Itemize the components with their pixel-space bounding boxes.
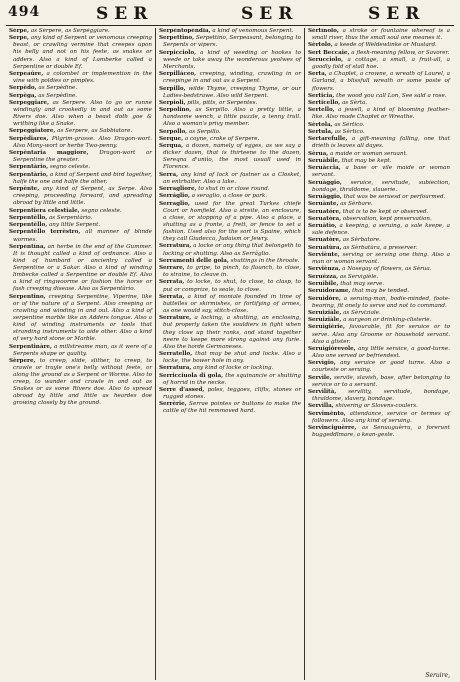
entry-headword: Serpioli,	[159, 99, 186, 106]
entry-definition: any kind of locke or locking.	[193, 365, 274, 372]
entry-definition: to locke, to shut, to close, to clasp, to put or comprize, to seale, to close.	[163, 279, 301, 293]
entry-definition: a millstreame man, as it were of a Serpents shape or quality.	[13, 343, 153, 357]
entry-definition: Serrae pointes or buttons to make the cattle of the hit remmoved hard.	[163, 401, 301, 415]
entry-headword: Serpèntopèndia,	[159, 28, 211, 34]
entry-definition: a kind of Serpent and bird together, halfe the one and halfe the other.	[13, 171, 153, 185]
entry-definition: a locking, a shutting, an enclosing, but properly taken the souldiers in fight when they close up their ranks, and stand together neere to keepe more strong against any furie. Also the horde Germaneses.	[163, 315, 301, 350]
entry-definition: to gripe, to pinch, to flaunch, to close, to straine, to cleave in.	[163, 265, 301, 279]
dictionary-entry	[159, 373, 301, 387]
entry-definition: shivering or Slovens-coulers.	[335, 403, 418, 410]
dictionary-entry	[159, 387, 301, 401]
dictionary-entry	[308, 28, 450, 42]
entry-headword: Serpèga,	[9, 92, 37, 99]
entry-headword: Servìlità,	[308, 389, 337, 396]
dictionary-entry	[159, 401, 301, 415]
dictionary-entry	[159, 28, 301, 35]
entry-headword: Serque,	[159, 135, 184, 142]
entry-headword: Seruatòra,	[308, 215, 342, 222]
dictionary-entry	[308, 252, 450, 266]
entry-definition: serving or serving one thing. Also a man or woman servant.	[312, 252, 450, 266]
entry-definition: a keeping, a seruing, a sale keepe, a sale defence.	[312, 223, 450, 237]
entry-definition: as Sèrviziale.	[343, 309, 381, 316]
entry-headword: Serpèntaria maggiore,	[9, 150, 89, 157]
dictionary-entry	[9, 93, 152, 100]
entry-headword: Serpènte,	[9, 186, 40, 193]
entry-definition: a kind of venomous Serpent.	[212, 28, 294, 34]
entry-definition: that was be seruesd or perfourmed.	[343, 193, 446, 200]
entry-headword: Seruàggio,	[308, 179, 342, 186]
dictionary-entry	[308, 324, 450, 345]
entry-headword: Sertula,	[308, 129, 333, 135]
entry-definition: any little seruice, a good-turne. Also one served or befriendest.	[312, 345, 450, 360]
entry-definition: wilde Thyme, creeping Thyme, or our Ladies-bedstrawe. Also wild Serpent.	[163, 85, 301, 99]
entry-definition: Dragon-wort or Serpentine the greater.	[13, 150, 152, 164]
entry-headword: Sèrpere,	[9, 357, 36, 364]
entry-headword: Serra,	[159, 171, 179, 178]
dictionary-entry	[308, 403, 450, 410]
dictionary-entry	[159, 243, 301, 257]
entry-definition: a surgeon or drinking-clisterie.	[343, 317, 432, 324]
entry-headword: Serrature,	[159, 315, 192, 322]
entry-definition: any kind of Serpent, as Serpe. Also creeping, proceeding forward, and spreading abroad by little and little.	[13, 186, 152, 207]
dictionary-entry	[308, 375, 450, 389]
dictionary-entry	[159, 86, 301, 100]
dictionary-entry	[308, 136, 450, 150]
entry-headword: Serpillo,	[159, 85, 186, 92]
entry-headword: Serre d'assed,	[159, 387, 205, 393]
entry-headword: Seruiziàle,	[308, 309, 342, 316]
entry-definition: that may be tended.	[352, 288, 410, 295]
dictionary-entry	[9, 71, 152, 85]
entry-definition: as Servigièle.	[339, 273, 379, 280]
entry-definition: that may be shut and locke. Also a locke, the bower hole in any.	[163, 350, 301, 365]
entry-headword: Serratura,	[159, 365, 192, 372]
entry-definition: as Serpentàrio.	[48, 214, 93, 221]
entry-definition: that is to be kept or observed.	[342, 208, 429, 215]
entry-headword: Serramenti delle gola,	[159, 257, 229, 264]
running-headword-left: SER	[96, 4, 154, 24]
dictionary-entry	[9, 28, 152, 35]
entry-definition: as Serpere. Also to go or runne windingly and crookedly in and out as some Rivers doe. Also when a beast doth goe & writhing like a Snake.	[13, 99, 152, 128]
entry-definition: a kind of weeding or hookes to weede or take away the wonderous yeolwes of Merchants.	[163, 49, 301, 70]
entry-definition: servile, slavish, base, after belonging to service or to a servant.	[312, 374, 450, 388]
entry-headword: Serrata,	[159, 293, 185, 300]
page-number: 494	[8, 4, 41, 20]
entry-definition: favourable, fit for seruice or to serve. Also any Groome or household servant. Also a glister.	[312, 324, 450, 345]
entry-definition: servility, servitude, bondage, thraldome, slavery, bondage.	[312, 389, 450, 403]
dictionary-entry	[308, 425, 450, 439]
dictionary-entry	[159, 50, 301, 71]
entry-definition: as Sèrtico.	[334, 129, 365, 135]
entry-headword: Serpeaúre,	[9, 70, 44, 77]
entry-headword: Servìle,	[308, 374, 332, 381]
entry-definition: a maide or woman seruant.	[329, 150, 408, 157]
dictionary-entry	[159, 136, 301, 143]
entry-definition: creeping, winding, crawling in or creepinge in and out as a Serpent.	[163, 71, 301, 85]
entry-headword: Serta,	[308, 71, 327, 78]
entry-headword: Serviènza,	[308, 266, 341, 273]
entry-headword: Serráglio,	[159, 193, 190, 200]
dictionary-entry	[159, 129, 301, 136]
entry-headword: Serpentàrio,	[9, 164, 49, 171]
dictionary-entry	[9, 128, 152, 135]
dictionary-entry	[308, 237, 450, 244]
entry-headword: Seruìbile,	[308, 280, 339, 287]
dictionary-entry	[308, 158, 450, 165]
entry-headword: Serratello,	[159, 350, 193, 357]
dictionary-entry	[9, 186, 152, 207]
entry-definition: segno celeste.	[81, 207, 122, 214]
entry-definition: observation, kept preservation.	[342, 215, 432, 222]
entry-definition: any seruice or good turne. Also a courteste or seruing.	[312, 360, 451, 374]
entry-headword: Serpollo,	[159, 128, 188, 135]
dictionary-entry	[308, 201, 450, 208]
entry-headword: Servìgio,	[308, 360, 336, 367]
entry-headword: Serticia,	[308, 92, 335, 99]
entry-headword: Serucciolo,	[308, 56, 344, 63]
dictionary-entry	[308, 296, 450, 310]
entry-definition: used for the great Turkes chiefe Court or homfield. Also a streite, an enclosure, a close, or stopping of a pipe. Also a place, a shutting as a fronte, a frett, or fence to set a fashion. Used also for the sort is Spaine, which they call Giudecca, Judaism or Jewry.	[163, 200, 301, 243]
entry-headword: Serpilláceo,	[159, 71, 197, 78]
column-left	[6, 28, 155, 680]
catchword: Seruire,	[425, 672, 450, 679]
dictionary-entry	[159, 351, 301, 365]
entry-definition: as Sèrpere, as Serpèggiare.	[30, 28, 110, 34]
entry-definition: to shut in or close round.	[198, 186, 270, 193]
entry-definition: a base or vile maide or woman servant.	[312, 165, 451, 179]
dictionary-entry	[308, 71, 450, 92]
entry-definition: a locke or any thing that belongeth to locking or shutting. Also as Serrâglio.	[163, 243, 301, 257]
dictionary-entry	[9, 85, 152, 92]
entry-definition: segno celeste.	[49, 164, 91, 171]
entry-headword: Serpentína,	[9, 243, 46, 250]
entry-definition: as Serpèdine.	[38, 85, 78, 92]
entry-definition: any kind of Serpent or venomous creeping beast, or crawling vermine that creepes upon his belly and not on his feete, as snakes or adders. Also a kind of Lamberke called a Serpentine or double Ef.	[13, 35, 153, 70]
dictionary-entry	[159, 265, 301, 279]
entry-headword: Seruìgièrie,	[308, 324, 345, 331]
entry-definition: a keede of Weldewlinke or Mustard.	[334, 42, 437, 49]
entry-headword: Seruàggio,	[308, 193, 342, 200]
entry-headword: Sert Beccaie,	[308, 49, 350, 56]
entry-headword: Serpolino,	[159, 107, 192, 114]
running-headword-right: SER	[368, 4, 426, 24]
entry-headword: Seruiziàle,	[308, 317, 342, 324]
entry-definition: a seraglio, a close or park.	[191, 193, 268, 200]
entry-definition: as Sèrbatùra, a preserver.	[343, 244, 418, 251]
entry-headword: Seruàbile,	[308, 157, 340, 164]
entry-definition: as Senuuguèrra, a forerunt buggeddlmare, a kean-geste.	[312, 425, 450, 439]
dictionary-entry	[308, 122, 450, 129]
dictionary-entry	[9, 136, 152, 150]
entry-headword: Sèrpe,	[9, 28, 29, 34]
dictionary-entry	[9, 244, 152, 294]
entry-headword: Seruìdorame,	[308, 288, 351, 295]
dictionary-entry	[159, 193, 301, 200]
dictionary-entry	[308, 100, 450, 107]
entry-headword: Serrare,	[159, 265, 185, 272]
dictionary-entry	[308, 165, 450, 179]
dictionary-entry	[9, 100, 152, 128]
entry-definition: to creep, slide, slither, to creep, to crawle or trayle one's belly without feete, or along the ground as a Serpent or Worme. Also to creep, to wander and crawle in and out as Snakes or as some Rivers doe. Also to spread abroad by little and little as heardes doe growing closely by the ground.	[13, 357, 152, 407]
entry-definition: as Serpere, as Sabbiatore.	[57, 128, 133, 135]
dictionary-entry	[159, 258, 301, 265]
entry-definition: a colombel or implemention in the vine with poldies or pimples.	[13, 70, 152, 85]
entry-headword: Sèrtola,	[308, 121, 333, 128]
entry-headword: Seruàtìo,	[308, 223, 337, 230]
entry-definition: any little Serpent.	[48, 222, 101, 229]
running-headword-center: SER	[241, 4, 299, 24]
entry-definition: a jewell, a kind of blooming feather-like. Also made Chaplet or Wreathe.	[312, 107, 450, 121]
entry-definition: the wood you call Lon, See sald a rose.	[336, 92, 447, 99]
entry-headword: Serpèdo,	[9, 85, 37, 92]
entry-headword: Seruatùra,	[308, 244, 342, 251]
entry-definition: an herbe in the end of the Gummer. It is thought called a kind of ordnance. Also a kind of humbard or ancientry called a Serpentine or a Sakar. Also a kind of winding limbecke called a Serpentine or double Ef. Also a kind of ringwoorme or fashion the horse or fash creeping disease. Also as Serpentàrio.	[13, 243, 152, 293]
entry-headword: Serragliore,	[159, 186, 197, 193]
entry-headword: Sertarefulle,	[308, 136, 348, 143]
header-rule	[6, 25, 454, 26]
entry-headword: Servìlla,	[308, 403, 334, 410]
entry-headword: Servinciguèrre,	[308, 425, 357, 432]
entry-headword: Servimènto,	[308, 410, 346, 417]
dictionary-entry	[308, 209, 450, 216]
entry-definition: creeping Serpentine, Viperine, like or of the nature of a Serpent. Also creeping or crawling and winding in and out. Also a kind of serpentine marble like an Adders tongue. Also a kind of winding instruments or tools that stranding instruments to aide other. Also a kind of very hard stone or Marble.	[13, 293, 152, 343]
entry-definition: a dozen, namely of egges, as we say a dicker dozen, that is thirteene to the dozen, Sereqna d'uniìo, the most usuall used in Florence.	[163, 143, 301, 171]
dictionary-entry	[159, 35, 301, 49]
entry-definition: a stroke or fountaine whereof is a small river, thus the small soul one meanes it.	[312, 28, 451, 42]
entry-definition: a gift-meaning falling, one that drieth is leaves all dayes.	[312, 136, 451, 150]
dictionary-entry	[308, 151, 450, 158]
dictionary-entry	[9, 172, 152, 186]
dictionary-entry	[308, 223, 450, 237]
entry-definition: any kind of lock or fastner as a Closket, an entrhalter. Also a lake.	[163, 171, 302, 185]
entry-headword: Seruézza,	[308, 273, 339, 280]
dictionary-entry	[308, 288, 450, 295]
dictionary-entry	[9, 358, 152, 408]
entry-headword: Serpettino,	[159, 35, 195, 42]
entry-definition: as Sèrbatore.	[342, 237, 381, 244]
entry-headword: Serqua,	[159, 143, 184, 150]
dictionary-entry	[159, 365, 301, 372]
dictionary-entry	[159, 201, 301, 244]
dictionary-entry	[308, 50, 450, 57]
dictionary-entry	[9, 150, 152, 164]
entry-definition: as Sèrta.	[341, 100, 368, 107]
entry-definition: all manner of blinde wormes.	[13, 229, 152, 243]
dictionary-columns	[6, 28, 454, 680]
dictionary-entry	[308, 245, 450, 252]
dictionary-entry	[308, 266, 450, 273]
entry-headword: Serrata,	[159, 279, 185, 286]
dictionary-entry	[308, 360, 450, 374]
column-right	[304, 28, 453, 680]
entry-headword: Serpentiera celestiale,	[9, 207, 80, 214]
entry-definition: a flesh-meaning fellow, or Savorer.	[351, 49, 450, 56]
entry-headword: Serratura,	[159, 243, 192, 250]
entry-headword: Serticello,	[308, 100, 341, 107]
entry-definition: that may be kept.	[341, 157, 392, 164]
entry-definition: Pilgrim-grasse. Also Dragon-wort. Also Mony-wort or herbe Two-penny.	[13, 135, 152, 149]
dictionary-entry	[308, 180, 450, 194]
entry-definition: as Serpèdine.	[38, 92, 78, 99]
entry-headword: Serpe,	[9, 35, 29, 42]
entry-headword: Serpentàrio,	[9, 171, 49, 178]
entry-definition: a Chaplet, a crowne, a wreath of Laurel, a Garland, a blissfull wreath or some poste of flowers.	[312, 71, 450, 92]
entry-headword: Serricciuola di gola,	[159, 372, 224, 379]
entry-headword: Seruànte,	[308, 201, 339, 208]
dictionary-entry	[159, 107, 301, 128]
dictionary-entry	[308, 93, 450, 100]
dictionary-entry	[159, 294, 301, 315]
entry-definition: as Serpillo.	[188, 128, 221, 135]
entry-definition: a Nosegay of flowers, as Sèrua.	[342, 266, 432, 273]
entry-definition: that may serve.	[340, 280, 385, 287]
entry-headword: Serraglio,	[159, 200, 190, 207]
entry-definition: as Sèrbare.	[340, 201, 373, 208]
dictionary-entry	[308, 194, 450, 201]
entry-headword: Serpicciolo,	[159, 49, 197, 56]
dictionary-entry	[9, 164, 152, 171]
entry-headword: Serpentèllo terrèstro,	[9, 229, 81, 236]
entry-headword: Sertello,	[308, 107, 335, 114]
entry-headword: Serpentino,	[9, 293, 46, 300]
entry-definition: pills, pitts, or Serpentes.	[187, 99, 258, 106]
entry-definition: seruice, servitude, subiection, bondage, thraldome, slauerie.	[312, 179, 451, 193]
dictionary-entry	[308, 411, 450, 425]
dictionary-entry	[9, 294, 152, 344]
entry-headword: Serpèdiares,	[9, 135, 49, 142]
dictionary-entry	[9, 208, 152, 215]
dictionary-entry	[308, 281, 450, 288]
column-middle	[155, 28, 304, 680]
entry-headword: Serpentèllo,	[9, 222, 48, 229]
dictionary-entry	[9, 215, 152, 222]
entry-definition: the squinancie or shutting of horrid in the necke.	[163, 372, 302, 386]
entry-definition: poles, teggoes, clifts, stones or rugged stones.	[163, 387, 302, 401]
entry-headword: Serpentinàre,	[9, 343, 52, 350]
dictionary-entry	[308, 42, 450, 49]
entry-headword: Seruatóre,	[308, 208, 342, 215]
dictionary-entry	[159, 315, 301, 350]
entry-definition: a kind of moniale founded in time of battelles or skirmishes, or fortifying of armes, as one would say, stitch-close.	[163, 293, 301, 315]
entry-definition: as Sèrtico.	[334, 121, 365, 128]
entry-headword: Sèrtìnolo,	[308, 28, 339, 34]
dictionary-entry	[308, 216, 450, 223]
entry-headword: Sèrtolo,	[308, 42, 333, 49]
entry-headword: Serpeggiare,	[9, 99, 50, 106]
entry-headword: Sèrua,	[308, 150, 329, 157]
dictionary-entry	[159, 279, 301, 293]
dictionary-entry	[308, 346, 450, 360]
dictionary-entry	[9, 35, 152, 70]
entry-definition: shuttings in the throate.	[230, 257, 300, 264]
entry-definition: attendance, service or termes of followers. Also any kind of seruing.	[312, 410, 450, 424]
dictionary-entry	[308, 389, 450, 403]
entry-headword: Seruìgiòrevole,	[308, 345, 356, 352]
entry-definition: a seruing-man, bodie-minded, foote-bearing, fit onely to serve and not to command.	[312, 295, 451, 309]
entry-headword: Seruidòre,	[308, 295, 341, 302]
entry-headword: Serpeggiatore,	[9, 128, 56, 135]
dictionary-entry	[9, 229, 152, 243]
dictionary-entry	[9, 344, 152, 358]
entry-headword: Seruàccia,	[308, 165, 341, 172]
dictionary-entry	[308, 310, 450, 317]
dictionary-entry	[308, 57, 450, 71]
entry-definition: as Serpillo. Also a pretty little, a handsome wench, a little puzzle, a tenny trull. Also a woman's privy member.	[163, 107, 301, 128]
entry-definition: Serpettino, Serpeasant, belonging to Serpents or vipers.	[163, 35, 301, 49]
dictionary-entry	[159, 71, 301, 85]
dictionary-entry	[159, 143, 301, 171]
dictionary-entry	[159, 100, 301, 107]
entry-headword: Seruatòre,	[308, 237, 342, 244]
entry-definition: a coyne, croke of Serpere.	[184, 135, 260, 142]
entry-definition: a cottage, a small, a fruit-all, a goodly fold of stall hoe.	[312, 56, 450, 71]
dictionary-entry	[159, 172, 301, 186]
entry-headword: Serrèrie,	[159, 401, 187, 408]
running-header	[6, 4, 454, 24]
entry-headword: Serviènte,	[308, 252, 340, 259]
dictionary-entry	[308, 129, 450, 136]
dictionary-entry	[308, 274, 450, 281]
dictionary-entry	[308, 107, 450, 121]
entry-headword: Serpentèllo,	[9, 214, 48, 221]
